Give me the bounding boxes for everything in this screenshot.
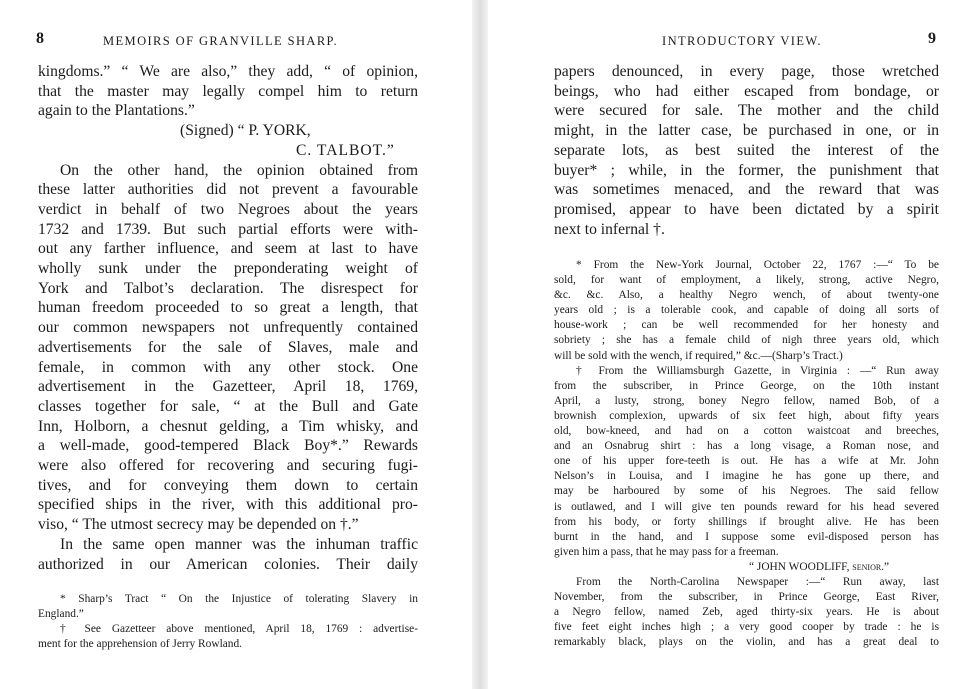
footnote-line: Nelson’s in Louisa, and I imagine he has gone up there, and [554, 470, 939, 483]
footnote-line: † See Gazetteer above mentioned, April 18, 1769 : advertise- [60, 623, 418, 636]
footnote-line: sold, for want of employment, a likely, strong, active Negro, [554, 274, 939, 287]
footnote-line: house-work ; can be well recommended for her honesty and [554, 319, 939, 332]
text-line: beings, who had either escaped from bondage, or [554, 82, 939, 100]
text-line: were also offered for recovering and securing fugi- [38, 457, 418, 475]
text-line: separate lots, as best suited the interest of the [554, 141, 939, 159]
footnote-line: a Negro fellow, named Zeb, aged thirty-six years. He is about [554, 606, 939, 619]
footnote-line: may be harboured by some of his Negroes. The said fellow [554, 485, 939, 498]
text-line: wholly sunk under the preponderating weight of [38, 260, 418, 278]
footnote-line: and an Osnabrug shirt : has a long visage, a Roman nose, and [554, 440, 939, 453]
footnote-line: will be sold with the wench, if required,” &c.—(Sharp’s Tract.) [554, 349, 843, 362]
text-line: specified ships in the river, with this additional pro- [38, 496, 418, 514]
signature-line: “ JOHN WOODLIFF, senior.” [749, 560, 890, 573]
text-line: authorized in our American colonies. Their daily [38, 555, 418, 573]
footnotes [554, 258, 939, 650]
text-line: that the master may legally compel him to return [38, 82, 418, 100]
footnote-line: sobriety ; she has a female child of nigh three years old, which [554, 334, 939, 347]
text-line: was sometimes menaced, and the reward that was [554, 181, 939, 199]
footnote-line: brownish complexion, upwards of six feet high, about fifty years [554, 409, 939, 422]
text-line: these latter authorities did not prevent a favourable [38, 181, 418, 199]
footnote-line: from his body, or forty shillings if brought alive. He has been [554, 515, 939, 528]
book-gutter [472, 0, 488, 689]
text-line: again to the Plantations.” [38, 102, 195, 120]
signature-line: C. TALBOT.” [296, 141, 395, 159]
page-number: 8 [36, 30, 44, 47]
footnote-line: five feet eight inches high ; a very good cooper by trade : he is [554, 621, 939, 634]
text-line: viso, “ The utmost secrecy may be depended on †.” [38, 516, 359, 534]
text-line: advertisements for the sale of Slaves, male and [38, 338, 418, 356]
footnote-line: † From the Williamsburgh Gazette, in Virginia : —“ Run away [576, 364, 939, 377]
footnote-line: April, a lusty, strong, boney Negro fellow, named Bob, of a [554, 394, 939, 407]
footnote-line: burnt in the hand, and I suppose some evil-disposed person has [554, 530, 939, 543]
running-head: INTRODUCTORY VIEW. [662, 34, 822, 48]
footnote-line: is outlawed, and I will give ten pounds reward for his head severed [554, 500, 939, 513]
text-line: Inn, Holborn, a chesnut gelding, a Tim whisky, and [38, 417, 418, 435]
text-line: out any farther influence, and seem at last to have [38, 240, 418, 258]
text-line: buyer* ; while, in the former, the punishment that [554, 161, 939, 179]
text-line: female, in common with any other stock. One [38, 358, 418, 376]
text-line: kingdoms.” “ We are also,” they add, “ of opinion, [38, 63, 418, 80]
text-line: York and Talbot’s declaration. The disrespect for [38, 279, 418, 297]
footnote-line: England.” [38, 608, 84, 621]
text-line: classes together for sale, “ at the Bull and Gate [38, 397, 418, 415]
text-line: 1732 and 1739. But such partial efforts were with- [38, 220, 418, 238]
text-line: our common newspapers not unfrequently contained [38, 319, 418, 337]
right-page [490, 0, 980, 689]
running-head: MEMOIRS OF GRANVILLE SHARP. [103, 34, 339, 48]
footnote-line: given him a pass, that he may pass for a freeman. [554, 545, 779, 558]
footnote-line: November, from the subscriber, in Prince George, East River, [554, 591, 939, 604]
text-line: might, in the latter case, be purchased in one, or in [554, 122, 939, 140]
text-line: human freedom proceeded to so great a length, that [38, 299, 418, 317]
footnote-line: From the North-Carolina Newspaper :—“ Run away, last [576, 575, 939, 588]
body-text [38, 62, 418, 574]
text-line: advertisement in the Gazetteer, April 18, 1769, [38, 378, 418, 396]
footnote-line: * From the New-York Journal, October 22, 1767 :—“ To be [576, 259, 939, 271]
footnote-line: old, bow-kneed, and had on a cotton waistcoat and breeches, [554, 425, 939, 438]
footnotes [38, 592, 418, 652]
text-line: In the same open manner was the inhuman traffic [60, 535, 418, 553]
text-line: tives, and for conveying them down to certain [38, 476, 418, 494]
text-line: papers denounced, in every page, those wretched [554, 63, 939, 80]
text-line: promised, appear to have been dictated by a spirit [554, 200, 939, 218]
body-text [554, 62, 939, 239]
text-line: verdict in behalf of two Negroes about the years [38, 200, 418, 218]
footnote-line: years old ; is a tolerable cook, and capable of doing all sorts of [554, 304, 939, 317]
text-line: On the other hand, the opinion obtained from [60, 161, 418, 179]
text-line: were secured for sale. The mother and the child [554, 102, 939, 120]
footnote-line: one of his upper fore-teeth is out. He has a wife at Mr. John [554, 455, 939, 468]
footnote-line: from the subscriber, in Prince George, on the 10th instant [554, 379, 939, 392]
footnote-line: remarkably black, plays on the violin, and has a great deal to [554, 636, 939, 649]
page-number: 9 [928, 30, 936, 47]
footnote-line: * Sharp’s Tract “ On the Injustice of tolerating Slavery in [60, 593, 418, 605]
footnote-line: &c. &c. Also, a healthy Negro wench, of about twenty-one [554, 289, 939, 302]
text-line: next to infernal †. [554, 220, 665, 238]
footnote-line: ment for the apprehension of Jerry Rowland. [38, 638, 243, 651]
left-page [0, 0, 470, 689]
signature-line: (Signed) “ P. YORK, [180, 122, 311, 140]
text-line: a well-made, good-tempered Black Boy*.” Rewards [38, 437, 418, 455]
